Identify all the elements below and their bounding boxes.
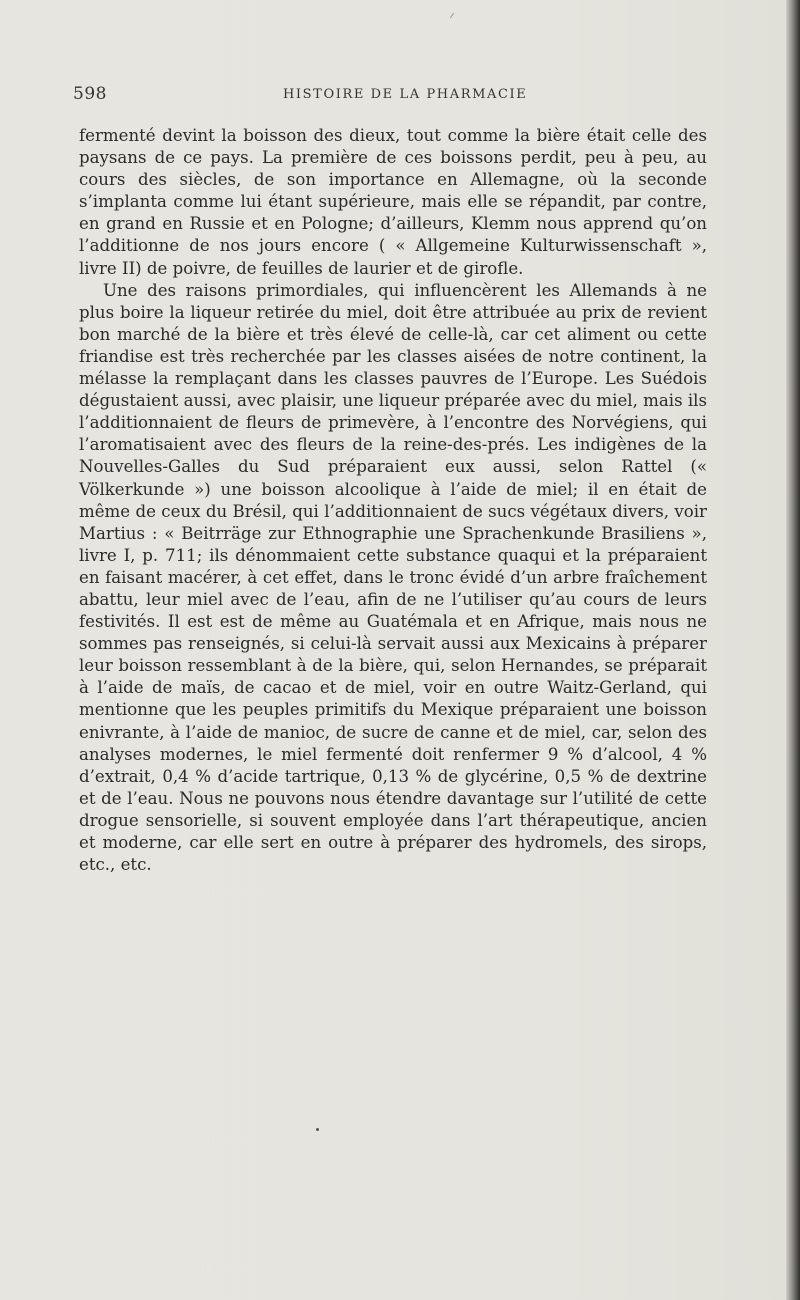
pencil-mark	[450, 13, 454, 18]
body-text	[79, 125, 707, 876]
page-number: 598	[73, 84, 107, 104]
paragraph-2: Une des raisons primordiales, qui influencèrent les Allemands à ne plus boire la liqueur retirée du miel, doit être attribuée au prix de revient bon marché de la bière et très élevé de celle-là, car cet aliment ou cette friandise est très recherchée par les classes aisées de notre continent, la mélasse la remplaçant dans les classes pauvres de l’Europe. Les Suédois dégustaient aussi, avec plaisir, une liqueur préparée avec du miel, mais ils l’additionnaient de fleurs de primevère, à l’encontre des Norvégiens, qui l’aromatisaient avec des fleurs de la reine-des-prés. Les indigènes de la Nouvelles-Galles du Sud préparaient eux aussi, selon Rattel (« Völkerkunde ») une boisson alcoolique à l’aide de miel; il en était de même de ceux du Brésil, qui l’additionnaient de sucs végétaux divers, voir Martius : « Beitrräge zur Ethnographie une Sprachenkunde Brasiliens », livre I, p. 711; ils dénommaient cette substance quaqui et la préparaient en faisant macérer, à cet effet, dans le tronc évidé d’un arbre fraîchement abattu, leur miel avec de l’eau, afin de ne l’utiliser qu’au cours de leurs festivités. Il est est de même au Guatémala et en Afrique, mais nous ne sommes pas renseignés, si celui-là servait aussi aux Mexicains à préparer leur boisson ressemblant à de la bière, qui, selon Hernandes, se préparait à l’aide de maïs, de cacao et de miel, voir en outre Waitz-Gerland, qui mentionne que les peuples primitifs du Mexique préparaient une boisson enivrante, à l’aide de manioc, de sucre de canne et de miel, car, selon des analyses modernes, le miel fermenté doit renfermer 9 % d’alcool, 4 % d’extrait, 0,4 % d’acide tartrique, 0,13 % de glycérine, 0,5 % de dextrine et de l’eau. Nous ne pouvons nous étendre davantage sur l’utilité de cette drogue sensorielle, si souvent employée dans l’art thérapeutique, ancien et moderne, car elle sert en outre à préparer des hydromels, des sirops, etc., etc.	[79, 280, 707, 875]
book-spine-edge	[786, 0, 800, 1300]
page-header	[73, 84, 713, 106]
ink-speck	[316, 1128, 319, 1131]
paragraph-1: fermenté devint la boisson des dieux, tout comme la bière était celle des paysans de ce pays. La première de ces boissons perdit, peu à peu, au cours des siècles, de son importance en Allemagne, où la seconde s’implanta comme lui étant supérieure, mais elle se répandit, par contre, en grand en Russie et en Pologne; d’ailleurs, Klemm nous apprend qu’on l’additionne de nos jours encore ( « Allgemeine Kulturwissenschaft », livre II) de poivre, de feuilles de laurier et de girofle.	[79, 126, 707, 278]
running-title: HISTOIRE DE LA PHARMACIE	[283, 87, 528, 102]
